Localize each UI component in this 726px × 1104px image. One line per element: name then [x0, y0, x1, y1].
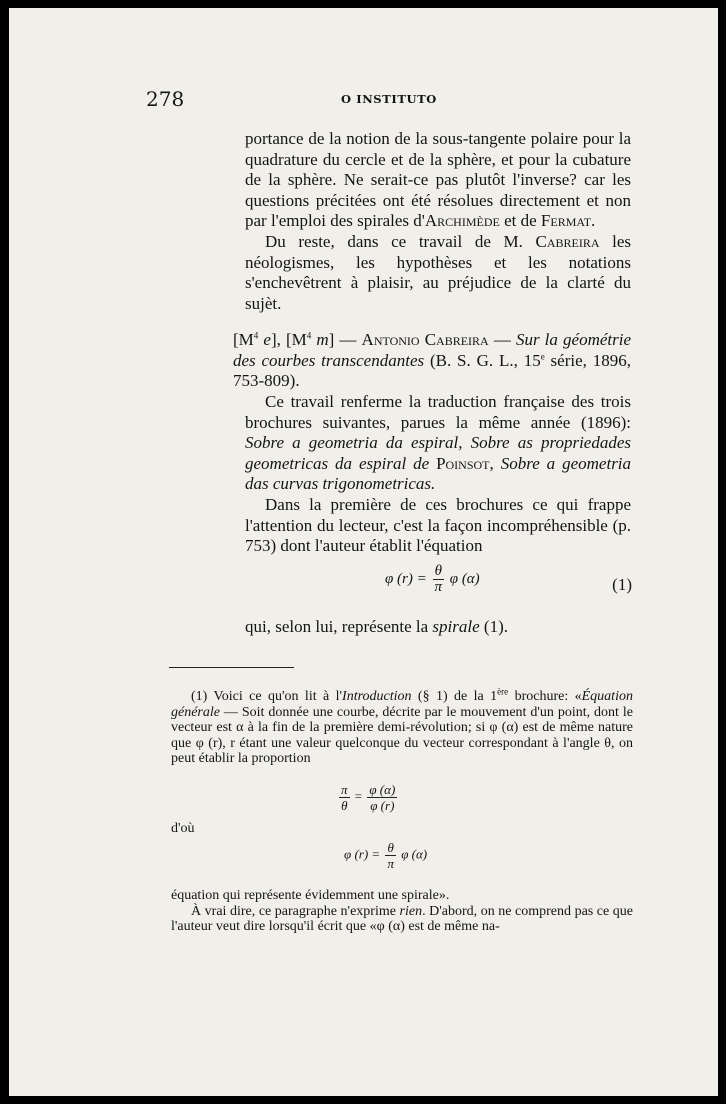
paragraph-3: Ce travail renferme la traduction française des trois brochures suivantes, parues la même année (1896): Sobre a geometria da espiral, Sobre as propriedades geometricas da espiral de Poinsot, Sobre a geometria das curvas trigonometricas.: [245, 392, 632, 494]
footnote-proportion: $\frac{\pi}{\theta}$ = $\frac{\varphi (\alpha)}{\varphi (r)}$: [341, 782, 396, 813]
document-page: [9, 8, 718, 1096]
entry-title: Sur la géométrie des courbes transcendantes: [233, 330, 631, 370]
name-cabreira: Cabreira: [535, 231, 600, 251]
footnote-dou: d'où: [171, 821, 195, 836]
body-text-top: [245, 129, 631, 314]
running-header: [9, 87, 718, 111]
footnote-continuation: [171, 888, 633, 935]
footnote: [171, 686, 633, 767]
paragraph-2: Du reste, dans ce travail de M. Cabreira les néologismes, les hypothèses et les notations s'enchevêtrent à plaisir, au préjudice de la clarté du sujèt.: [245, 231, 631, 313]
journal-title: O INSTITUTO: [341, 92, 437, 106]
name-archimede: Archimède: [424, 211, 500, 231]
entry-author: Antonio Cabreira: [361, 330, 489, 349]
paragraph-1: portance de la notion de la sous-tangente polaire pour la quadrature du cercle et de la sphère, et pour la cubature de la sphère. Ne serait-ce pas plutôt l'inverse? car les questions précitées ont été résolues directement et non par l'emploi des spirales d'Archimède et de Fermat.: [245, 129, 631, 231]
name-fermat: Fermat: [540, 211, 592, 231]
bibliographic-entry: [233, 330, 631, 392]
name-poinsot: Poinsot: [429, 453, 490, 473]
brochure-titles: Sobre a geometria da espiral, Sobre as propriedades geometricas da espiral de: [245, 433, 631, 473]
equation-number: (1): [612, 575, 632, 594]
equation-1: φ (r) = $\frac{\theta}{\pi}$ φ (α) (1): [385, 563, 632, 595]
page-number: 278: [146, 87, 185, 111]
paragraph-5: qui, selon lui, représente la spirale (1).: [245, 617, 508, 636]
footnote-closing: équation qui représente évidemment une spirale».: [171, 888, 450, 903]
entry-heading: [$M^4$ e], [$M^4$ m] — Antonio Cabreira — Sur la géométrie des courbes transcendantes (B. S. G. L., 15e série, 1896, 753-809).: [233, 330, 631, 391]
footnote-remark: À vrai dire, ce paragraphe n'exprime rien. D'abord, on ne comprend pas ce que l'auteur veut dire lorsqu'il écrit que «φ (α) est de même na-: [171, 903, 634, 935]
paragraph-4: Dans la première de ces brochures ce qui frappe l'attention du lecteur, c'est la façon incompréhensible (p. 753) dont l'auteur établit l'équation: [245, 494, 631, 556]
body-text-bottom: [245, 617, 631, 638]
footnote-text: (1) Voici ce qu'on lit à l'Introduction (§ 1) de la 1ère brochure: «Équation générale — Soit donnée une courbe, décrite par le mouvement d'un point, dont le vecteur est α à la fin de la première demi-révolution; si φ (α) est de même nature que φ (r), r étant une valeur quelconque du vecteur correspondant à l'angle θ, on peut établir la proportion: [171, 686, 633, 767]
body-text-middle: [245, 392, 631, 557]
footnote-equation: φ (r) = $\frac{\theta}{\pi}$ φ (α): [344, 840, 428, 871]
footnote-rule: [169, 667, 294, 668]
